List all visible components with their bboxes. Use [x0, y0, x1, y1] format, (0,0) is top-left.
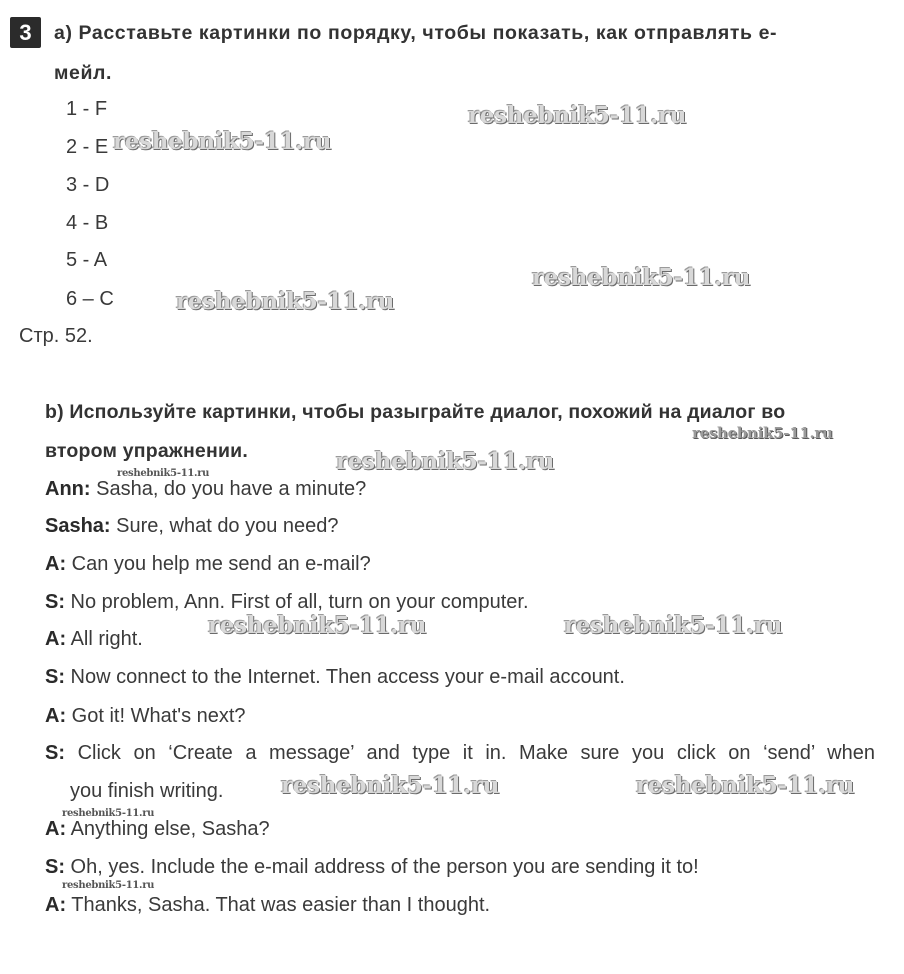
exercise-number-badge: 3 [10, 17, 41, 48]
watermark: reshebnik5-11.ru [692, 424, 833, 442]
answer-item: 3 - D [66, 174, 110, 196]
task-b-heading-line2: втором упражнении. [45, 440, 248, 462]
speaker-label: A: [45, 628, 67, 650]
speaker-label: S: [45, 742, 65, 764]
speaker-label: S: [45, 666, 65, 688]
speaker-label: A: [45, 894, 67, 916]
watermark: reshebnik5-11.ru [564, 612, 783, 639]
dialogue-text: Got it! What's next? [66, 705, 246, 727]
dialogue-text: Sure, what do you need? [110, 515, 339, 537]
answer-item: 1 - F [66, 98, 108, 120]
dialogue-line [45, 591, 529, 614]
dialogue-line [45, 705, 246, 728]
answer-item: 6 – C [66, 288, 114, 310]
watermark: reshebnik5-11.ru [636, 772, 855, 799]
dialogue-line [45, 515, 339, 538]
answer-item: 5 - A [66, 249, 108, 271]
speaker-label: S: [45, 856, 65, 878]
dialogue-text: No problem, Ann. First of all, turn on your computer. [65, 591, 529, 613]
speaker-label: Ann: [45, 478, 91, 500]
dialogue-continuation: you finish writing. [70, 780, 224, 802]
answer-item: 4 - B [66, 212, 109, 234]
task-b-heading-line1: b) Используйте картинки, чтобы разыграйте диалог, похожий на диалог во [45, 401, 786, 423]
dialogue-line [45, 628, 143, 651]
dialogue-text: Thanks, Sasha. That was easier than I thought. [66, 894, 491, 916]
watermark: reshebnik5-11.ru [62, 808, 155, 819]
watermark: reshebnik5-11.ru [62, 880, 155, 891]
dialogue-text: All right. [66, 628, 143, 650]
dialogue-text: Anything else, Sasha? [66, 818, 270, 840]
dialogue-line [45, 818, 270, 841]
dialogue-line [45, 553, 371, 576]
watermark: reshebnik5-11.ru [208, 612, 427, 639]
dialogue-line [45, 894, 490, 917]
speaker-label: A: [45, 705, 67, 727]
dialogue-text: Sasha, do you have a minute? [90, 478, 367, 500]
answer-item: 2 - E [66, 136, 109, 158]
dialogue-text: Can you help me send an e-mail? [66, 553, 371, 575]
speaker-label: Sasha: [45, 515, 111, 537]
watermark: reshebnik5-11.ru [176, 288, 395, 315]
dialogue-line [45, 856, 699, 879]
speaker-label: A: [45, 818, 67, 840]
dialogue-line [45, 666, 625, 689]
page-reference: Стр. 52. [19, 325, 93, 347]
dialogue-text: Oh, yes. Include the e-mail address of the person you are sending it to! [65, 856, 699, 878]
dialogue-text: Now connect to the Internet. Then access your e-mail account. [65, 666, 625, 688]
watermark: reshebnik5-11.ru [113, 128, 332, 155]
task-a-heading-line1: a) Расставьте картинки по порядку, чтобы показать, как отправлять е- [54, 22, 778, 44]
watermark: reshebnik5-11.ru [468, 102, 687, 129]
dialogue-line [45, 742, 875, 765]
watermark: reshebnik5-11.ru [532, 264, 751, 291]
speaker-label: A: [45, 553, 67, 575]
watermark: reshebnik5-11.ru [117, 468, 210, 479]
watermark: reshebnik5-11.ru [281, 772, 500, 799]
speaker-label: S: [45, 591, 65, 613]
task-a-heading-line2: мейл. [54, 62, 113, 84]
watermark: reshebnik5-11.ru [336, 448, 555, 475]
dialogue-text: Click on ‘Create a message’ and type it in. Make sure you click on ‘send’ when [65, 742, 875, 764]
dialogue-line [45, 478, 366, 501]
